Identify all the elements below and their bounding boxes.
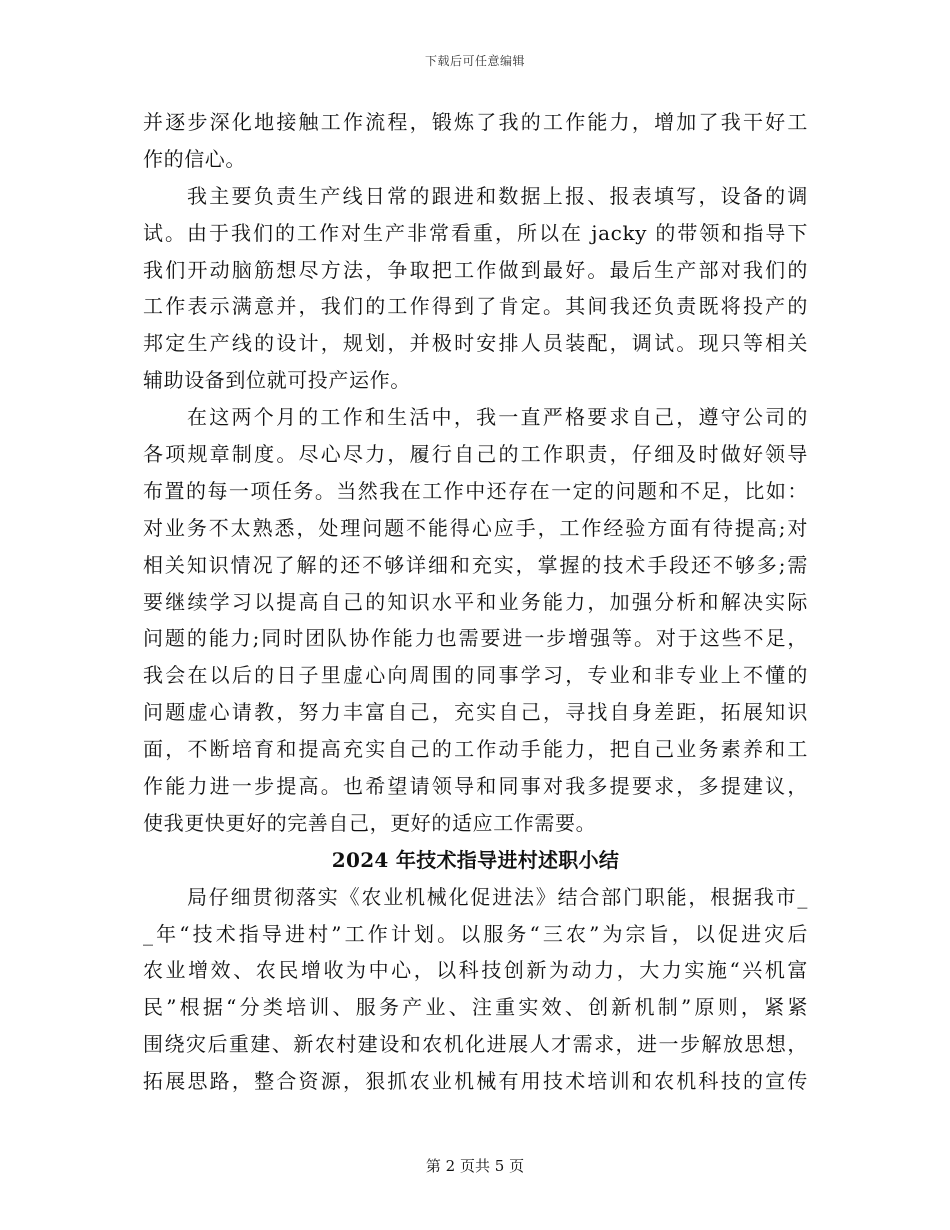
paragraph-line: 我们开动脑筋想尽方法，争取把工作做到最好。最后生产部对我们的 [143,257,808,282]
paragraph-line: 问题的能力;同时团队协作能力也需要进一步增强等。对于这些不足， [143,626,808,651]
paragraph-line: 民”根据“分类培训、服务产业、注重实效、创新机制”原则，紧紧 [143,995,808,1020]
paragraph-line: 局仔细贯彻落实《农业机械化促进法》结合部门职能，根据我市_ [187,884,808,909]
paragraph-line: 辅助设备到位就可投产运作。 [143,368,411,393]
document-body [143,104,808,1100]
paragraph-line: 要继续学习以提高自己的知识水平和业务能力，加强分析和解决实际 [143,589,808,614]
paragraph-line: 面，不断培育和提高充实自己的工作动手能力，把自己业务素养和工 [143,737,808,762]
section-heading: 2024 年技术指导进村述职小结 [331,847,620,872]
paragraph-line: 我主要负责生产线日常的跟进和数据上报、报表填写，设备的调 [187,183,808,208]
paragraph-line: 问题虚心请教，努力丰富自己，充实自己，寻找自身差距，拓展知识 [143,700,808,725]
paragraph-line: 使我更快更好的完善自己，更好的适应工作需要。 [143,810,597,835]
paragraph-line: 作能力进一步提高。也希望请领导和同事对我多提要求，多提建议， [143,774,808,799]
page-number: 第 2 页共 5 页 [425,1157,525,1175]
paragraph-line: 邦定生产线的设计，规划，并极时安排人员装配，调试。现只等相关 [143,331,808,356]
paragraph-line: 各项规章制度。尽心尽力，履行自己的工作职责，仔细及时做好领导 [143,442,808,467]
paragraph-line: 农业增效、农民增收为中心，以科技创新为动力，大力实施“兴机富 [143,958,808,983]
paragraph-line: 围绕灾后重建、新农村建设和农机化进展人才需求，进一步解放思想， [143,1032,808,1057]
paragraph-line: 并逐步深化地接触工作流程，锻炼了我的工作能力，增加了我干好工 [143,110,808,134]
paragraph-line: 工作表示满意并，我们的工作得到了肯定。其间我还负责既将投产的 [143,294,808,319]
paragraph-line: 试。由于我们的工作对生产非常看重，所以在 jacky 的带领和指导下 [143,220,808,245]
paragraph-line: 作的信心。 [143,146,246,171]
paragraph-line: 拓展思路，整合资源，狠抓农业机械有用技术培训和农机科技的宣传 [143,1069,808,1094]
paragraph-line: 我会在以后的日子里虚心向周围的同事学习，专业和非专业上不懂的 [143,663,808,688]
paragraph-line: 对业务不太熟悉，处理问题不能得心应手，工作经验方面有待提高;对 [143,515,808,540]
paragraph-line: _年“技术指导进村”工作计划。以服务“三农”为宗旨，以促进灾后 [143,921,808,946]
paragraph-line: 在这两个月的工作和生活中，我一直严格要求自己，遵守公司的 [187,405,808,430]
paragraph-line: 布置的每一项任务。当然我在工作中还存在一定的问题和不足，比如： [143,478,808,503]
page-header-note: 下载后可任意编辑 [424,54,525,68]
paragraph-line: 相关知识情况了解的还不够详细和充实，掌握的技术手段还不够多;需 [143,552,808,577]
